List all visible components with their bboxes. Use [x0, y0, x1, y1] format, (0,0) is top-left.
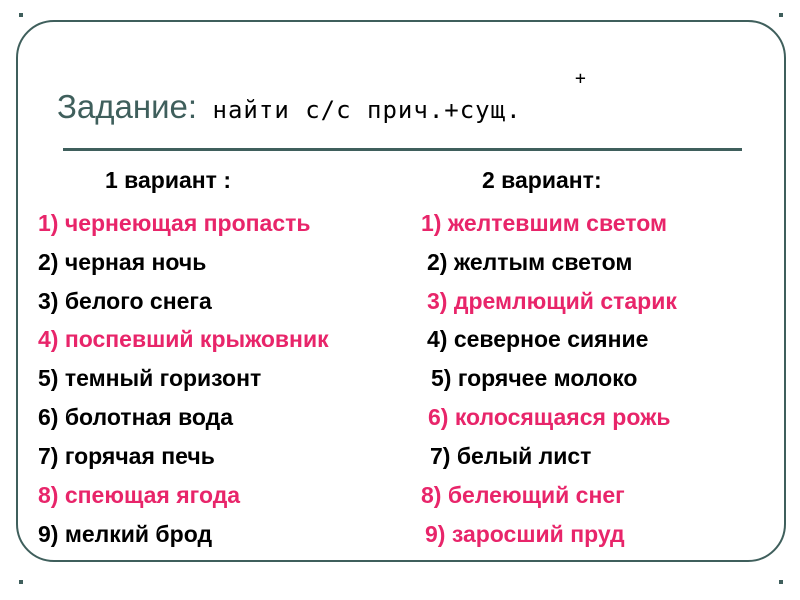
corner-dot: [779, 13, 783, 17]
title-word: Задание:: [57, 88, 198, 125]
variant1-item: 5) темный горизонт: [38, 365, 262, 391]
task-text: найти с/с прич.+сущ.: [197, 96, 522, 124]
variant1-header: 1 вариант :: [105, 167, 231, 193]
variant1-item: 6) болотная вода: [38, 404, 234, 430]
variant2-item: 4) северное сияние: [427, 326, 649, 352]
variant1-item: 9) мелкий брод: [38, 521, 213, 547]
variant2-item: 6) колосящаяся рожь: [428, 404, 671, 430]
variant2-item: 2) желтым светом: [427, 249, 633, 275]
variant2-item: 3) дремлющий старик: [427, 288, 677, 314]
variant1-item: 2) черная ночь: [38, 249, 207, 275]
variant1-item: 3) белого снега: [38, 288, 212, 314]
plus-mark: +: [575, 68, 586, 89]
variant2-item: 8) белеющий снег: [421, 482, 625, 508]
variant1-item: 1) чернеющая пропасть: [38, 210, 311, 236]
variant1-item: 4) поспевший крыжовник: [38, 326, 329, 352]
variant2-item: 7) белый лист: [430, 443, 592, 469]
title-divider: [63, 148, 742, 151]
slide-title: [57, 88, 522, 126]
variant1-item: 7) горячая печь: [38, 443, 215, 469]
corner-dot: [19, 13, 23, 17]
variant2-item: 5) горячее молоко: [431, 365, 638, 391]
variant1-item: 8) спеющая ягода: [38, 482, 241, 508]
variant2-item: 1) желтевшим светом: [421, 210, 667, 236]
variant2-header: 2 вариант:: [482, 167, 602, 193]
variant2-item: 9) заросший пруд: [425, 521, 625, 547]
corner-dot: [19, 580, 23, 584]
corner-dot: [779, 580, 783, 584]
